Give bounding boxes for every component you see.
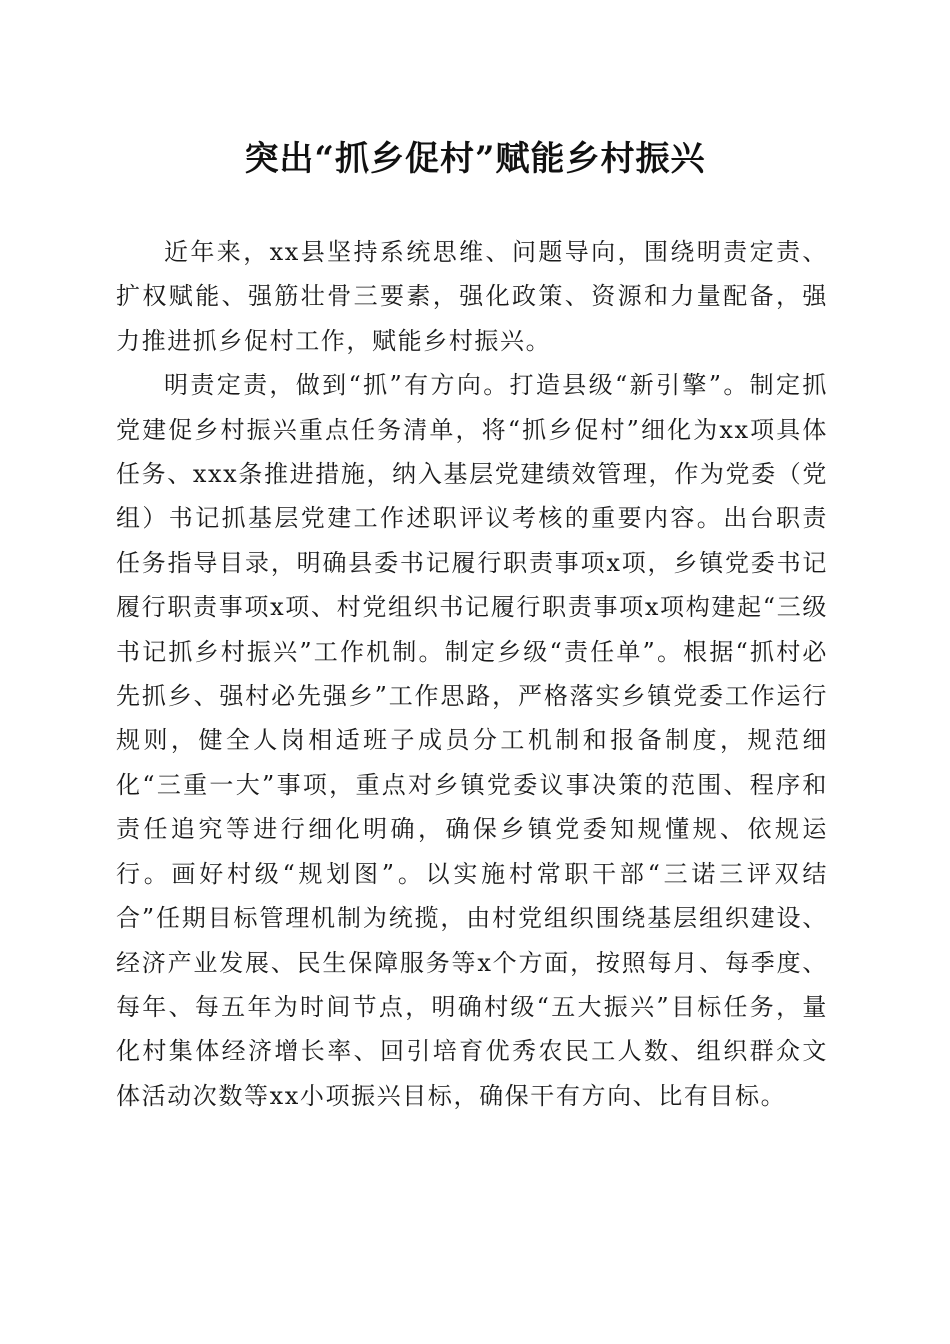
- paragraph-intro: 近年来，xx县坚持系统思维、问题导向，围绕明责定责、扩权赋能、强筋壮骨三要素，强化政策、资源和力量配备，强力推进抓乡促村工作，赋能乡村振兴。: [116, 238, 828, 355]
- paragraph-responsibility: 明责定责，做到“抓”有方向。打造县级“新引擎”。制定抓党建促乡村振兴重点任务清单，将“抓乡促村”细化为xx项具体任务、xxx条推进措施，纳入基层党建绩效管理，作为党委（党组）书记抓基层党建工作述职评议考核的重要内容。出台职责任务指导目录，明确县委书记履行职责事项x项，乡镇党委书记履行职责事项x项、村党组织书记履行职责事项x项构建起“三级书记抓乡村振兴”工作机制。制定乡级“责任单”。根据“抓村必先抓乡、强村必先强乡”工作思路，严格落实乡镇党委工作运行规则，健全人岗相适班子成员分工机制和报备制度，规范细化“三重一大”事项，重点对乡镇党委议事决策的范围、程序和责任追究等进行细化明确，确保乡镇党委知规懂规、依规运行。画好村级“规划图”。以实施村常职干部“三诺三评双结合”任期目标管理机制为统揽，由村党组织围绕基层组织建设、经济产业发展、民生保障服务等x个方面，按照每月、每季度、每年、每五年为时间节点，明确村级“五大振兴”目标任务，量化村集体经济增长率、回引培育优秀农民工人数、组织群众文体活动次数等xx小项振兴目标，确保干有方向、比有目标。: [116, 371, 828, 1110]
- document-body: [116, 230, 828, 1118]
- document-title: 突出“抓乡促村”赋能乡村振兴: [244, 139, 706, 179]
